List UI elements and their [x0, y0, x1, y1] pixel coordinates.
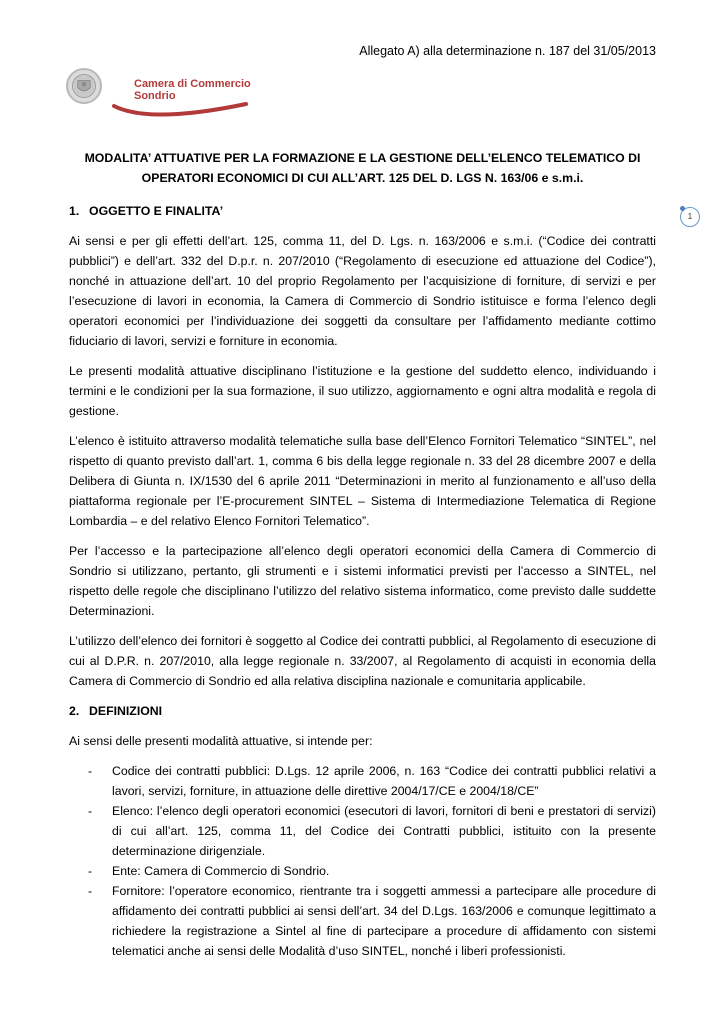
- definition-item: [69, 881, 656, 961]
- section-1-title: OGGETTO E FINALITA’: [89, 204, 224, 218]
- section-1-heading: [69, 201, 656, 221]
- logo-line-1: Camera di Commercio: [134, 78, 251, 90]
- comment-marker-label: 1: [687, 212, 693, 221]
- section-2-number: 2.: [69, 704, 80, 718]
- chamber-of-commerce-logo: [66, 62, 251, 128]
- document-body: [69, 148, 656, 961]
- definition-text: Ente: Camera di Commercio di Sondrio.: [112, 864, 330, 878]
- section-2-intro: Ai sensi delle presenti modalità attuative, si intende per:: [69, 734, 373, 748]
- definition-item: [69, 801, 656, 861]
- coat-of-arms-icon: [66, 68, 102, 104]
- list-bullet: -: [88, 884, 93, 898]
- definitions-list: [69, 761, 656, 961]
- section-1-paragraph: L’utilizzo dell’elenco dei fornitori è soggetto al Codice dei contratti pubblici, al Regolamento di esecuzione di cui al D.P.R. n. 207/2010, alla legge regionale n. 33/2007, al Regolamento di acquisti in economia della Camera di Commercio di Sondrio ed alla relativa disciplina nazionale e comunitaria applicabile.: [69, 634, 656, 688]
- list-bullet: -: [88, 804, 93, 818]
- section-2-heading: [69, 701, 656, 721]
- definition-text: Elenco: l’elenco degli operatori economici (esecutori di lavori, fornitori di beni e prestatori di servizi) di cui all’art. 125, comma 11, del Codice dei Contratti pubblici, istituito con la presente determinazione dirigenziale.: [112, 804, 656, 858]
- section-1-paragraph: Le presenti modalità attuative disciplinano l’istituzione e la gestione del suddetto elenco, individuando i termini e le condizioni per la sua formazione, il suo utilizzo, aggiornamento e ogni altra modalità e regola di gestione.: [69, 364, 656, 418]
- list-bullet: -: [88, 764, 93, 778]
- definition-text: Codice dei contratti pubblici: D.Lgs. 12 aprile 2006, n. 163 “Codice dei contratti pubblici relativi a lavori, servizi, forniture, in attuazione delle direttive 2004/17/CE e 2004/18/CE”: [112, 764, 656, 798]
- definition-item: [69, 761, 656, 801]
- section-1-paragraph: Ai sensi e per gli effetti dell’art. 125, comma 11, del D. Lgs. n. 163/2006 e s.m.i. (“Codice dei contratti pubblici”) e dell’art. 332 del D.p.r. n. 207/2010 (“Regolamento di esecuzione ed attuazione del Codice”), nonché in attuazione dell’art. 10 del proprio Regolamento per l’acquisizione di forniture, di servizi e per l’esecuzione di lavori in economia, la Camera di Commercio di Sondrio istituisce e forma l’elenco degli operatori economici per l’individuazione dei soggetti da consultare per l’affidamento mediante cottimo fiduciario di lavori, servizi e forniture in economia.: [69, 234, 656, 348]
- section-1-paragraph: L’elenco è istituito attraverso modalità telematiche sulla base dell’Elenco Fornitori Telematico “SINTEL”, nel rispetto di quanto previsto dall’art. 1, comma 6 bis della legge regionale n. 33 del 28 dicembre 2007 e della Delibera di Giunta n. IX/1530 del 6 aprile 2011 “Determinazioni in merito al funzionamento e all’uso della piattaforma regionale per l’E-procurement SINTEL – Sistema di Intermediazione Telematica di Regione Lombardia – e del relativo Elenco Fornitori Telematico”.: [69, 434, 656, 528]
- section-2-title: DEFINIZIONI: [89, 704, 163, 718]
- section-1-paragraph: Per l’accesso e la partecipazione all’elenco degli operatori economici della Camera di Commercio di Sondrio si utilizzano, pertanto, gli strumenti e i sistemi informatici previsti per l’accesso a SINTEL, nel rispetto delle regole che disciplinano l’utilizzo del relativo sistema informatico, come previsto dalle suddette Determinazioni.: [69, 544, 656, 618]
- section-1-number: 1.: [69, 204, 80, 218]
- comment-marker-dot: [680, 206, 685, 211]
- definition-item: [69, 861, 656, 881]
- list-bullet: -: [88, 864, 93, 878]
- document-title: MODALITA’ ATTUATIVE PER LA FORMAZIONE E LA GESTIONE DELL’ELENCO TELEMATICO DI OPERATORI ECONOMICI DI CUI ALL’ART. 125 DEL D. LGS N. 163/06 e s.m.i.: [84, 151, 641, 185]
- comment-marker-icon[interactable]: [680, 207, 700, 227]
- attachment-reference: Allegato A) alla determinazione n. 187 del 31/05/2013: [359, 44, 656, 58]
- logo-line-2: Sondrio: [134, 90, 176, 102]
- logo-swoosh-icon: [110, 98, 250, 122]
- definition-text: Fornitore: l’operatore economico, rientrante tra i soggetti ammessi a partecipare alle procedure di affidamento dei contratti pubblici ai sensi dell’art. 34 del D.Lgs. 163/2006 e comunque legittimato a richiedere la registrazione a Sintel al fine di partecipare a procedure di affidamento con sistemi telematici anche ai sensi delle Modalità d’uso SINTEL, nonché i liberi professionisti.: [112, 884, 656, 958]
